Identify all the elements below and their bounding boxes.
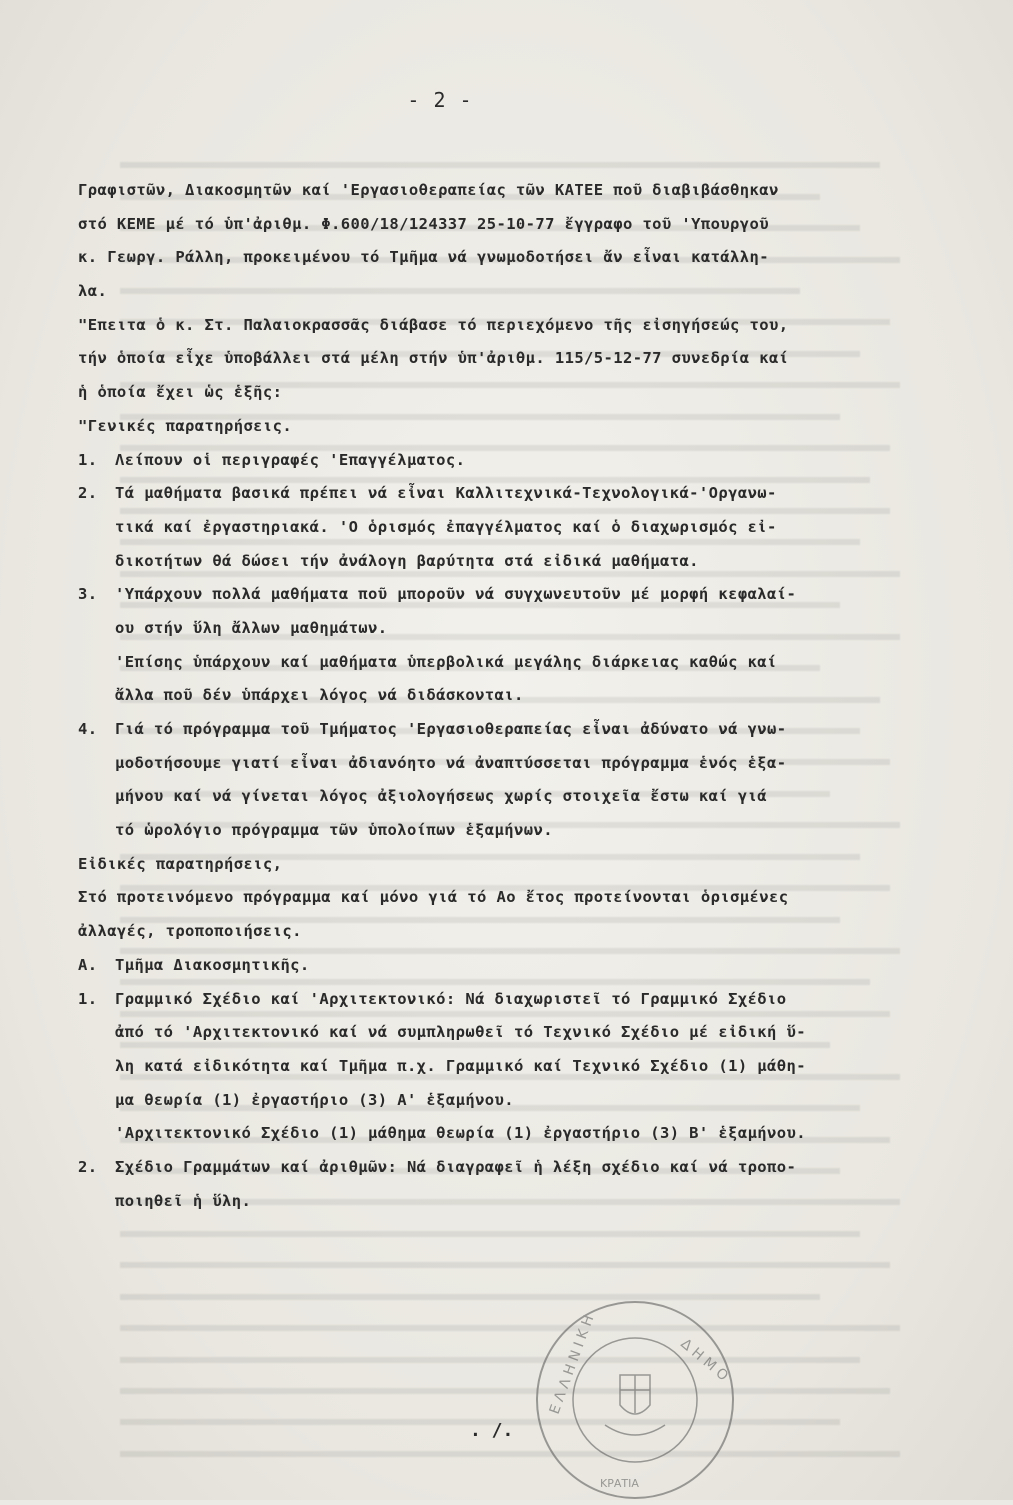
general-item-1 [78, 444, 938, 478]
item-continuation: τικά καί ἐργαστηριακά. 'Ο ὁρισμός ἐπαγγέλματος καί ὁ διαχωρισμός εἰ- [115, 517, 777, 536]
item-number: 2. [78, 484, 98, 503]
body-line: "Επειτα ὁ κ. Στ. Παλαιοκρασσᾶς διάβασε τό περιεχόμενο τῆς εἰσηγήσεώς του, [78, 315, 789, 334]
body-line: στό ΚΕΜΕ μέ τό ὑπ'ἀριθμ. Φ.600/18/124337 25-10-77 ἔγγραφο τοῦ 'Υπουργοῦ [78, 214, 769, 233]
general-item-2 [78, 477, 938, 511]
item-number: 4. [78, 720, 98, 738]
body-line: Γραφιστῶν, Διακοσμητῶν καί 'Εργασιοθεραπείας τῶν ΚΑΤΕΕ ποῦ διαβιβάσθηκαν [78, 181, 779, 199]
body-line: ἀλλαγές, τροποποιήσεις. [78, 922, 302, 941]
item-continuation: μα θεωρία (1) ἐργαστήριο (3) Α' ἑξαμήνου. [115, 1090, 515, 1109]
page-number: - 2 - [407, 88, 473, 112]
svg-text:ΚΡΑΤΙΑ: ΚΡΑΤΙΑ [600, 1477, 639, 1490]
section-a-item-2 [78, 1151, 938, 1185]
continuation-mark: . /. [470, 1420, 514, 1441]
item-number: 1. [78, 989, 98, 1008]
item-text: Γιά τό πρόγραμμα τοῦ Τμήματος 'Εργασιοθεραπείας εἶναι ἀδύνατο νά γνω- [115, 720, 787, 738]
item-text: Σχέδιο Γραμμάτων καί ἀριθμῶν: Νά διαγραφεῖ ἡ λέξη σχέδιο καί νά τροπο- [115, 1157, 797, 1176]
section-heading-general: "Γενικές παρατηρήσεις. [78, 416, 293, 435]
body-line: ἡ ὁποία ἔχει ὡς ἑξῆς: [78, 383, 283, 402]
item-continuation: λη κατά εἰδικότητα καί Τμῆμα π.χ. Γραμμικό καί Τεχνικό Σχέδιο (1) μάθη- [115, 1056, 806, 1075]
section-a-heading [78, 949, 938, 983]
item-text: Γραμμικό Σχέδιο καί 'Αρχιτεκτονικό: Νά διαχωριστεῖ τό Γραμμικό Σχέδιο [115, 989, 787, 1008]
item-text: 'Υπάρχουν πολλά μαθήματα ποῦ μποροῦν νά συγχωνευτοῦν μέ μορφή κεφαλαί- [115, 585, 797, 604]
item-number: 2. [78, 1157, 98, 1176]
body-line: λα. [78, 282, 108, 301]
section-title: Τμῆμα Διακοσμητικῆς. [115, 955, 310, 974]
item-text: Τά μαθήματα βασικά πρέπει νά εἶναι Καλλιτεχνικά-Τεχνολογικά-'Οργανω- [115, 484, 777, 503]
svg-text:Ε Λ Λ Η Ν Ι Κ Η: Ε Λ Λ Η Ν Ι Κ Η [546, 1313, 598, 1417]
section-a-item-1 [78, 983, 938, 1017]
item-continuation: 'Αρχιτεκτονικό Σχέδιο (1) μάθημα θεωρία (1) ἐργαστήριο (3) Β' ἑξαμήνου. [115, 1124, 806, 1143]
body-line: κ. Γεωργ. Ράλλη, προκειμένου τό Τμῆμα νά γνωμοδοτήσει ἄν εἶναι κατάλλη- [78, 248, 769, 267]
item-continuation: ου στήν ὕλη ἄλλων μαθημάτων. [115, 618, 388, 637]
item-continuation: ἄλλα ποῦ δέν ὑπάρχει λόγος νά διδάσκονται. [115, 686, 524, 705]
item-continuation: τό ὡρολόγιο πρόγραμμα τῶν ὑπολοίπων ἑξαμήνων. [115, 821, 553, 840]
body-line: τήν ὁποία εἶχε ὑποβάλλει στά μέλη στήν ὑπ'ἀριθμ. 115/5-12-77 συνεδρία καί [78, 349, 789, 368]
item-continuation: μοδοτήσουμε γιατί εἶναι ἀδιανόητο νά ἀναπτύσσεται πρόγραμμα ἑνός ἑξα- [115, 753, 787, 772]
item-text: Λείπουν οἱ περιγραφές 'Επαγγέλματος. [115, 450, 466, 469]
item-number: 3. [78, 585, 98, 604]
general-item-3 [78, 578, 938, 612]
section-heading-specific: Εἰδικές παρατηρήσεις, [78, 854, 283, 873]
item-number: 1. [78, 450, 98, 469]
item-continuation: ποιηθεῖ ἡ ὕλη. [115, 1191, 252, 1210]
item-continuation: μήνου καί νά γίνεται λόγος ἀξιολογήσεως χωρίς στοιχεῖα ἔστω καί γιά [115, 787, 768, 806]
svg-text:Δ Η Μ Ο: Δ Η Μ Ο [677, 1335, 732, 1385]
general-item-4 [78, 713, 938, 747]
item-continuation: ἀπό τό 'Αρχιτεκτονικό καί νά συμπληρωθεῖ τό Τεχνικό Σχέδιο μέ εἰδική ὕ- [115, 1023, 806, 1042]
body-line: Στό προτεινόμενο πρόγραμμα καί μόνο γιά τό Αο ἔτος προτείνονται ὁρισμένες [78, 888, 789, 907]
document-body [78, 174, 938, 1218]
official-seal-stamp [530, 1295, 740, 1505]
section-label: Α. [78, 955, 98, 974]
item-continuation: 'Επίσης ὑπάρχουν καί μαθήματα ὑπερβολικά μεγάλης διάρκειας καθώς καί [115, 652, 777, 671]
item-continuation: δικοτήτων θά δώσει τήν ἀνάλογη βαρύτητα στά εἰδικά μαθήματα. [115, 551, 699, 570]
